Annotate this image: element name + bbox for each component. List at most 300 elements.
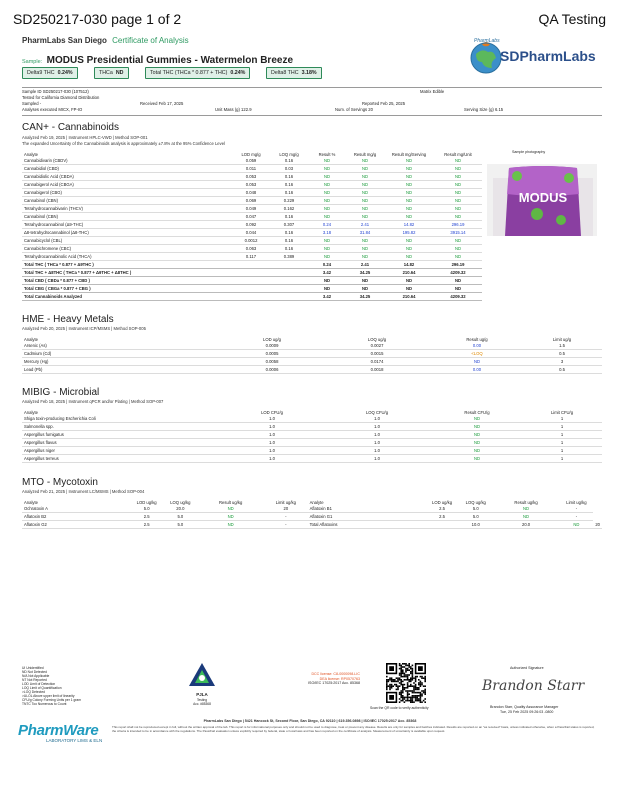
table-cell: 0.16: [270, 189, 308, 197]
mibig-section-title: MIBIG - Microbial: [22, 387, 100, 398]
pharmware-logo: [18, 722, 102, 743]
column-header: LOQ ug/g: [367, 336, 387, 342]
can-section-title: CAN+ - Cannabinoids: [22, 122, 119, 133]
table-cell: ND: [384, 213, 434, 221]
table-cell: ND: [432, 358, 522, 366]
legend-item: LOD Limit of Detection: [22, 682, 56, 686]
table-cell: Aspergillus terreus: [22, 455, 222, 463]
hme-section-subtitle: Analyzed Feb 20, 2025 | Instrument ICP/MSMS | Method SOP-005: [22, 326, 146, 331]
received: Received Feb 17, 2025: [140, 101, 184, 106]
table-cell: 20: [264, 505, 307, 513]
product-title: [22, 50, 293, 68]
table-cell: ND: [384, 285, 434, 293]
hme-section-title: HME - Heavy Metals: [22, 314, 114, 325]
table-cell: 3.42: [308, 293, 346, 301]
table-cell: 0.16: [270, 237, 308, 245]
column-header: Analyte: [24, 409, 38, 415]
delta8-thc-pill: [266, 67, 322, 79]
logo-text: SDPharmLabs: [500, 48, 596, 64]
total-thc-pill: [145, 67, 250, 79]
table-cell: 2.41: [346, 221, 384, 229]
table-cell: ND: [308, 237, 346, 245]
reported: Reported Feb 25, 2025: [362, 101, 406, 106]
pill-label: Total THC (THCa * 0.877 + THC): [150, 70, 228, 76]
legend-item: UI Unidentified: [22, 666, 44, 670]
table-cell: 195.82: [384, 229, 434, 237]
table-cell: 210.64: [384, 293, 434, 301]
table-cell: ND: [308, 285, 346, 293]
column-header: LOD ug/g: [263, 336, 281, 342]
table-cell: ND: [346, 253, 384, 261]
can-section-subtitle: Analyzed Feb 19, 2025 | Instrument HPLC-VWD | Method SOP-001: [22, 135, 148, 140]
table-cell: ND: [434, 245, 482, 253]
table-cell: 2.5: [130, 513, 164, 521]
table-cell: Total CBG ( CBGa * 0.877 + CBG ): [22, 285, 232, 293]
mibig-section-subtitle: Analyzed Feb 18, 2025 | Instrument qPCR and/or Plating | Method SOP-007: [22, 399, 164, 404]
table-cell: ND: [346, 285, 384, 293]
table-cell: 1.0: [322, 431, 432, 439]
table-cell: ND: [432, 415, 522, 423]
table-header: [22, 332, 602, 342]
table-cell: ND: [308, 165, 346, 173]
table-cell: 0.049: [232, 205, 270, 213]
table-cell: ND: [384, 165, 434, 173]
table-cell: 1: [522, 439, 602, 447]
column-header: LOQ mg/g: [279, 151, 299, 157]
table-row: [22, 205, 482, 213]
pill-value: 0.24%: [230, 70, 246, 76]
column-header: LOQ CFU/g: [365, 409, 389, 415]
table-cell: 210.64: [384, 269, 434, 277]
table-cell: 0.0027: [322, 342, 432, 350]
table-row: [22, 455, 602, 463]
table-cell: ND: [434, 189, 482, 197]
table-cell: Δ8-tetrahydrocannabinol (Δ8-THC): [22, 229, 232, 237]
column-header: Limit ug/g: [552, 336, 572, 342]
table-cell: ND: [434, 253, 482, 261]
table-cell: Lead (Pb): [22, 366, 222, 374]
table-cell: ND: [434, 237, 482, 245]
table-cell: ND: [308, 205, 346, 213]
column-header: Result ug/g: [466, 336, 488, 342]
table-cell: Ochratoxin A: [22, 505, 130, 513]
pill-label: Delta8 THC: [271, 70, 299, 76]
legend-item: TNTC Too Numerous to Count: [22, 702, 67, 706]
table-cell: ND: [308, 189, 346, 197]
column-header: Analyte: [24, 499, 38, 505]
table-cell: 0.24: [308, 221, 346, 229]
document-id: SD250217-030 page 1 of 2: [13, 11, 182, 27]
legend-item: ND Not Detected: [22, 670, 47, 674]
table-cell: ND: [308, 181, 346, 189]
table-cell: 296.19: [434, 261, 482, 269]
table-cell: 2.5: [425, 505, 459, 513]
table-cell: 0.16: [270, 157, 308, 165]
table-cell: 10.0: [459, 521, 493, 529]
table-row: [22, 521, 602, 529]
column-header: Result ug/kg: [514, 499, 538, 505]
table-cell: 0.00: [432, 366, 522, 374]
table-cell: 0.16: [270, 245, 308, 253]
table-cell: ND: [434, 157, 482, 165]
table-cell: 2.41: [346, 261, 384, 269]
table-cell: ND: [384, 181, 434, 189]
table-row: [22, 513, 602, 521]
table-cell: 0.0015: [322, 350, 432, 358]
table-cell: ND: [434, 173, 482, 181]
table-cell: 5.0: [163, 521, 197, 529]
table-header: [22, 147, 482, 157]
table-cell: 296.19: [434, 221, 482, 229]
num-servings: Num. of Servings 20: [335, 107, 373, 112]
table-cell: 5.0: [163, 513, 197, 521]
cannabinoids-table: [22, 147, 482, 301]
table-cell: ND: [197, 513, 264, 521]
table-cell: [270, 285, 308, 293]
disclaimer: This report shall not be reproduced except in full, without the written approval of the lab. This report is for informational purposes only and should not be used to diagnose, treat or prevent any disease. Results are only for samples and batches indicated. Results are reported on an "as received" basis, unless indicated otherwise, when a Pass/Fail status is reported, the criteria is intended to be in accordance with the regulations. The Pass/Fail evaluation unless explicitly required by federal, state or local laws and has been reported on the certificate of analysis. Measurement of uncertainty is available upon request.: [112, 725, 595, 733]
table-cell: ND: [432, 447, 522, 455]
authorized-signature-label: Authorized Signature: [510, 666, 544, 670]
qr-code-icon[interactable]: [386, 663, 426, 703]
table-cell: Cannabidiol (CBD): [22, 165, 232, 173]
table-cell: [232, 269, 270, 277]
table-cell: ND: [346, 189, 384, 197]
table-cell: 4209.32: [434, 269, 482, 277]
table-cell: 31.84: [346, 229, 384, 237]
pjla-acc: Acc. #85368: [193, 702, 211, 707]
table-cell: Cannabigerol Acid (CBGA): [22, 181, 232, 189]
table-cell: ND: [384, 237, 434, 245]
divider: [22, 115, 602, 116]
table-row: [22, 229, 482, 237]
table-cell: ND: [346, 205, 384, 213]
pjla-label: PJLA: [196, 692, 208, 697]
table-cell: 5.0: [459, 513, 493, 521]
table-cell: Cannabinol (CBN): [22, 197, 232, 205]
table-row: [22, 157, 482, 165]
table-cell: ND: [197, 521, 264, 529]
qr-code[interactable]: [386, 663, 426, 703]
column-header: Result mg/Serving: [391, 151, 427, 157]
column-header: Analyte: [24, 151, 38, 157]
table-cell: [270, 293, 308, 301]
table-cell: 1.0: [222, 415, 322, 423]
bag-brand-text: MODUS: [518, 190, 568, 205]
certificate-label: Certificate of Analysis: [112, 36, 189, 45]
table-cell: ND: [384, 245, 434, 253]
table-cell: 5.0: [459, 505, 493, 513]
table-cell: ND: [384, 277, 434, 285]
table-cell: Total Cannabinoids Analyzed: [22, 293, 232, 301]
table-row: [22, 366, 602, 374]
table-cell: ND: [346, 173, 384, 181]
table-cell: 1.0: [222, 447, 322, 455]
table-cell: 1.0: [222, 423, 322, 431]
sample-photo-label: Sample photography: [512, 150, 546, 154]
table-cell: 20: [595, 521, 600, 527]
table-cell: 20.0: [493, 521, 560, 529]
table-header: [22, 495, 602, 505]
table-cell: ND: [434, 285, 482, 293]
abbreviation-legend: [22, 666, 142, 706]
table-cell: [270, 261, 308, 269]
table-row: [22, 415, 602, 423]
legend-item: N/A Not Applicable: [22, 674, 50, 678]
table-cell: 1.0: [322, 455, 432, 463]
table-cell: 0.0058: [222, 358, 322, 366]
table-row: [22, 431, 602, 439]
table-row: [22, 350, 602, 358]
logo-small-text: PharmLabs: [474, 38, 500, 44]
pjla-accreditation-icon: [188, 662, 216, 688]
table-cell: 0.00: [432, 342, 522, 350]
table-cell: ND: [384, 253, 434, 261]
table-row: [22, 221, 482, 229]
table-cell: Tetrahydrocannabivarin (THCV): [22, 205, 232, 213]
mycotoxin-table: [22, 495, 602, 529]
table-cell: [270, 269, 308, 277]
table-cell: 1.0: [322, 439, 432, 447]
table-cell: Aspergillus niger: [22, 447, 222, 455]
table-cell: Aspergillus flavus: [22, 439, 222, 447]
column-header: Result mg/g: [353, 151, 377, 157]
table-cell: 14.82: [384, 221, 434, 229]
table-cell: [232, 277, 270, 285]
column-header: Result %: [318, 151, 336, 157]
table-cell: 0.307: [270, 221, 308, 229]
table-cell: 0.5: [522, 366, 602, 374]
sample-id: Sample ID SD250217-030 (107512): [22, 89, 89, 94]
table-cell: 1.0: [322, 423, 432, 431]
table-cell: 1: [522, 431, 602, 439]
table-cell: ND: [346, 213, 384, 221]
pill-label: Delta9 THC: [27, 70, 55, 76]
microbial-table: [22, 405, 602, 463]
sample-label: Sample:: [22, 59, 43, 65]
table-cell: Total Aflatoxins: [308, 521, 426, 529]
table-cell: Cannabidivarin (CBDV): [22, 157, 232, 165]
table-cell: Total THC ( THCa * 0.877 + Δ9THC ): [22, 261, 232, 269]
table-cell: Aflatoxin B1: [308, 505, 426, 513]
column-header: LOD CFU/g: [261, 409, 283, 415]
column-header: Limit ug/kg: [275, 499, 296, 505]
legend-item: CFU/g Colony Forming Units per 1 gram: [22, 698, 81, 702]
table-cell: 0.0006: [222, 366, 322, 374]
table-cell: 1: [522, 415, 602, 423]
lab-name-text: PharmLabs San Diego: [22, 36, 107, 45]
table-row: [22, 197, 482, 205]
mto-section-subtitle: Analyzed Feb 21, 2025 | Instrument LC/MSMS | Method SOP-004: [22, 489, 145, 494]
qa-testing-label: QA Testing: [538, 11, 606, 27]
table-cell: 34.25: [346, 293, 384, 301]
table-cell: Aflatoxin G1: [308, 513, 426, 521]
table-cell: ND: [308, 245, 346, 253]
table-cell: Salmonella spp.: [22, 423, 222, 431]
table-cell: ND: [308, 277, 346, 285]
table-cell: 0.059: [232, 157, 270, 165]
column-header: Result mg/Unit: [444, 151, 472, 157]
table-cell: ND: [432, 423, 522, 431]
total-row: [22, 277, 482, 285]
table-cell: Aflatoxin B2: [22, 513, 130, 521]
column-header: Limit ug/kg: [566, 499, 587, 505]
table-row: [22, 253, 482, 261]
table-cell: 0.5: [522, 350, 602, 358]
table-row: [22, 505, 602, 513]
qr-caption: Scan the QR code to verify authenticity: [370, 706, 429, 710]
table-cell: ND: [434, 277, 482, 285]
table-cell: 34.25: [346, 269, 384, 277]
gummies-bag-image: [487, 164, 597, 236]
column-header: Result ug/kg: [219, 499, 243, 505]
table-cell: ND: [346, 165, 384, 173]
table-cell: ND: [308, 157, 346, 165]
column-header: Limit CFU/g: [550, 409, 574, 415]
table-cell: 14.82: [384, 261, 434, 269]
signature: Brandon Starr: [482, 678, 585, 694]
table-cell: ND: [384, 189, 434, 197]
table-cell: Total THC + Δ8THC ( THCa * 0.877 + Δ9THC + Δ8THC ): [22, 269, 232, 277]
table-cell: 1.0: [322, 415, 432, 423]
dea-license: DEA license: RP0570763: [319, 676, 360, 681]
column-header: LOD ug/kg: [432, 499, 453, 505]
table-cell: Cadmium (Cd): [22, 350, 222, 358]
table-cell: ND: [346, 277, 384, 285]
delta9-thc-pill: [22, 67, 78, 79]
pjla-testing: Testing: [196, 697, 208, 702]
heavy-metals-table: [22, 332, 602, 374]
table-cell: ND: [434, 165, 482, 173]
table-cell: 0.117: [232, 253, 270, 261]
table-cell: 0.0012: [232, 237, 270, 245]
table-cell: 3915.14: [434, 229, 482, 237]
lab-address: PharmLabs San Diego | 5421 Hancock St, Second Floor, San Diego, CA 92110 | 619.356.0898 | ISO/IEC 17025:2017 Acc. 85368: [203, 719, 417, 723]
pharmware-brand: PharmWare: [18, 722, 99, 739]
table-cell: 0.03: [270, 165, 308, 173]
serving-size: Serving Size (g) 6.15: [464, 107, 504, 112]
table-cell: 0.0018: [322, 366, 432, 374]
thca-pill: [94, 67, 129, 79]
table-cell: 2.5: [130, 521, 164, 529]
table-cell: 0.053: [232, 173, 270, 181]
table-cell: ND: [308, 197, 346, 205]
table-cell: 0.16: [270, 213, 308, 221]
sdpharmlabs-logo: [468, 38, 608, 78]
mto-section-title: MTO - Mycotoxin: [22, 477, 98, 488]
pill-label: THCa: [99, 70, 113, 76]
table-cell: <LOQ: [432, 350, 522, 358]
table-cell: 20.0: [163, 505, 197, 513]
table-cell: 1.0: [222, 455, 322, 463]
table-row: [22, 213, 482, 221]
lab-name: [22, 36, 189, 45]
table-cell: ND: [197, 505, 264, 513]
iso-accreditation: ISO/IEC 17025:2017 Acc. 85368: [308, 681, 360, 686]
legend-item: NT Not Reported: [22, 678, 47, 682]
table-cell: 1.0: [222, 431, 322, 439]
table-row: [22, 358, 602, 366]
table-cell: Aspergillus fumigatus: [22, 431, 222, 439]
table-cell: Mercury (Hg): [22, 358, 222, 366]
table-row: [22, 173, 482, 181]
table-cell: 0.063: [232, 245, 270, 253]
table-cell: -: [560, 513, 594, 521]
table-cell: 0.092: [232, 221, 270, 229]
pjla-badge: [187, 662, 217, 707]
total-row: [22, 285, 482, 293]
total-row: [22, 293, 482, 301]
table-row: [22, 189, 482, 197]
table-cell: Aflatoxin G2: [22, 521, 130, 529]
table-cell: 0.16: [270, 173, 308, 181]
table-cell: Tetrahydrocannabinolic Acid (THCA): [22, 253, 232, 261]
table-cell: [425, 521, 459, 529]
column-header: LOQ ug/kg: [170, 499, 191, 505]
can-uncertainty-note: The expanded Uncertainty of the Cannabinoids analysis is approximately ±7.8% at the 95% Confidence Level: [22, 141, 225, 146]
sampled: Sampled -: [22, 101, 42, 106]
table-cell: Shiga toxin-producing Escherichia Coli: [22, 415, 222, 423]
pill-value: ND: [115, 70, 124, 76]
table-row: [22, 245, 482, 253]
table-cell: 0.16: [270, 229, 308, 237]
table-cell: 0.0005: [222, 350, 322, 358]
table-cell: ND: [432, 455, 522, 463]
table-row: [22, 181, 482, 189]
table-cell: ND: [308, 173, 346, 181]
table-cell: ND: [384, 205, 434, 213]
table-cell: 3: [522, 358, 602, 366]
table-cell: 0.16: [270, 181, 308, 189]
tested-for: Tested for California Diamond Distribution: [22, 95, 100, 100]
divider: [22, 87, 602, 88]
analyses-executed: Analyses executed MICX, FP-IO: [22, 107, 83, 112]
column-header: LOQ ug/kg: [465, 499, 486, 505]
table-cell: ND: [308, 213, 346, 221]
table-cell: ND: [346, 245, 384, 253]
table-cell: 0.011: [232, 165, 270, 173]
unit-mass: Unit Mass (g) 122.9: [215, 107, 252, 112]
matrix: Matrix Edible: [420, 89, 445, 94]
table-cell: Cannabichromene (CBC): [22, 245, 232, 253]
table-cell: [232, 293, 270, 301]
table-cell: Cannabicyclol (CBL): [22, 237, 232, 245]
table-cell: -: [264, 513, 307, 521]
signed-at: Tue, 25 Feb 2025 09:26:03 -0800: [500, 710, 554, 714]
table-cell: 0.069: [232, 197, 270, 205]
table-header: [22, 405, 602, 415]
table-cell: -: [264, 521, 307, 529]
column-header: Result CFU/g: [464, 409, 490, 415]
table-cell: 1.5: [522, 342, 602, 350]
table-cell: 1: [522, 455, 602, 463]
table-cell: ND: [346, 197, 384, 205]
total-row: [22, 261, 482, 269]
table-cell: ND: [434, 181, 482, 189]
table-cell: ND: [308, 253, 346, 261]
table-cell: ND: [384, 173, 434, 181]
column-header: LOD mg/g: [241, 151, 261, 157]
table-cell: 0.047: [232, 213, 270, 221]
table-cell: ND: [434, 213, 482, 221]
table-cell: Cannabidiolic Acid (CBDA): [22, 173, 232, 181]
table-cell: ND: [432, 439, 522, 447]
table-cell: ND: [434, 205, 482, 213]
column-header: Analyte: [24, 336, 38, 342]
table-cell: ND: [560, 521, 594, 529]
table-cell: 1: [522, 423, 602, 431]
table-row: [22, 439, 602, 447]
table-cell: 0.0174: [322, 358, 432, 366]
